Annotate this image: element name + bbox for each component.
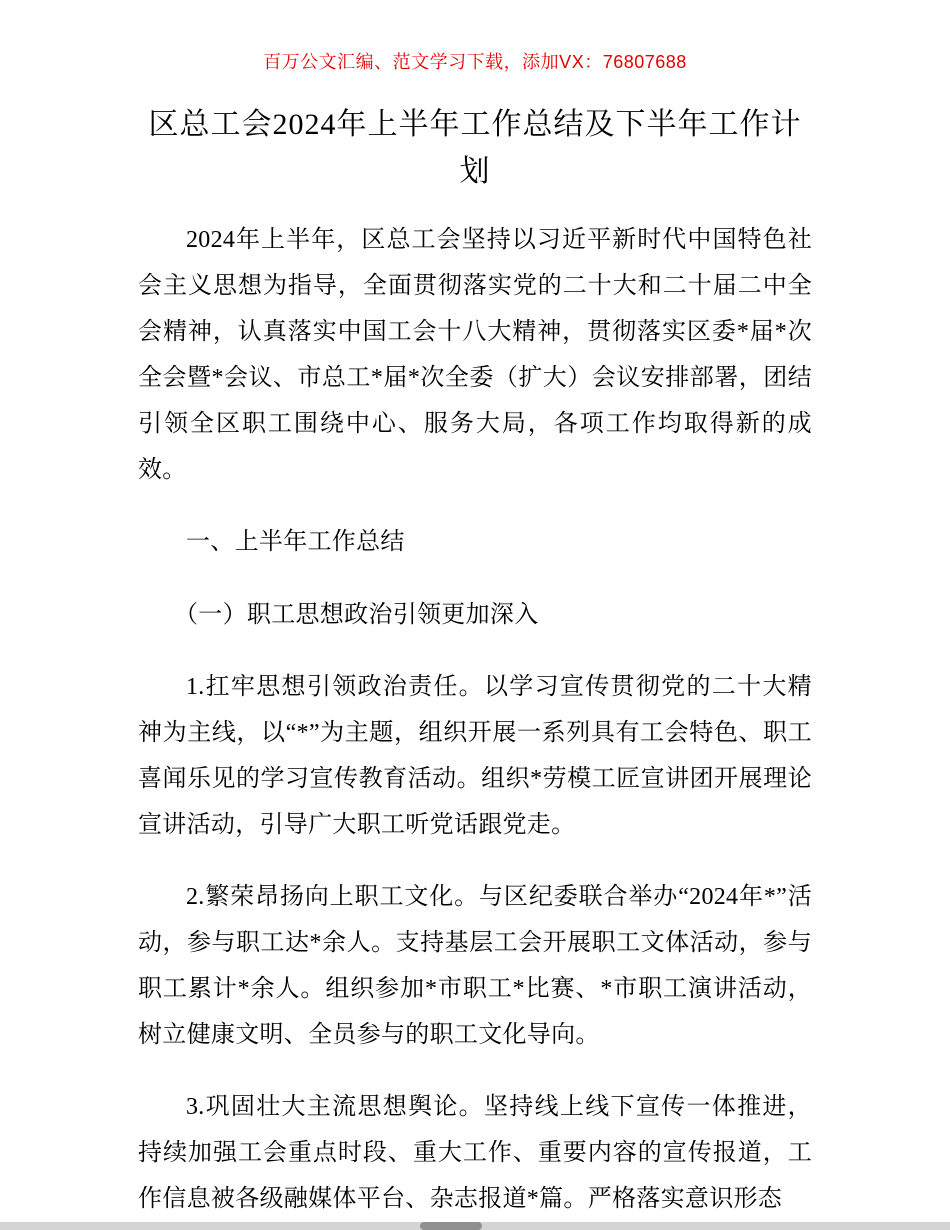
promo-banner-text: 百万公文汇编、范文学习下载，添加VX：76807688 [263,52,687,72]
paragraph-item-1: 1.扛牢思想引领政治责任。以学习宣传贯彻党的二十大精神为主线，以“*”为主题，组织开展一系列具有工会特色、职工喜闻乐见的学习宣传教育活动。组织*劳模工匠宣讲团开展理论宣讲活动，引导广大职工听党话跟党走。 [138,673,812,838]
subsection-heading-ideological-leadership: （一）职工思想政治引领更加深入 [174,601,539,628]
bottom-bar [0,1222,950,1230]
paragraph-item-3: 3.巩固壮大主流思想舆论。坚持线上线下宣传一体推进，持续加强工会重点时段、重大工作、重要内容的宣传报道，工作信息被各级融媒体平台、杂志报道*篇。严格落实意识形态 [138,1094,812,1213]
scrollbar-thumb[interactable] [420,1222,482,1230]
paragraph-intro: 2024年上半年，区总工会坚持以习近平新时代中国特色社会主义思想为指导，全面贯彻落实党的二十大和二十届二中全会精神，认真落实中国工会十八大精神，贯彻落实区委*届*次全会暨*会议、市总工*届*次全委（扩大）会议安排部署，团结引领全区职工围绕中心、服务大局，各项工作均取得新的成效。 [138,227,812,484]
document-title: 区总工会2024年上半年工作总结及下半年工作计划 [148,108,802,188]
section-heading-first-half-summary: 一、上半年工作总结 [186,529,405,556]
paragraph-item-2: 2.繁荣昂扬向上职工文化。与区纪委联合举办“2024年*”活动，参与职工达*余人。支持基层工会开展职工文体活动，参与职工累计*余人。组织参加*市职工*比赛、*市职工演讲活动，树立健康文明、全员参与的职工文化导向。 [138,883,812,1049]
